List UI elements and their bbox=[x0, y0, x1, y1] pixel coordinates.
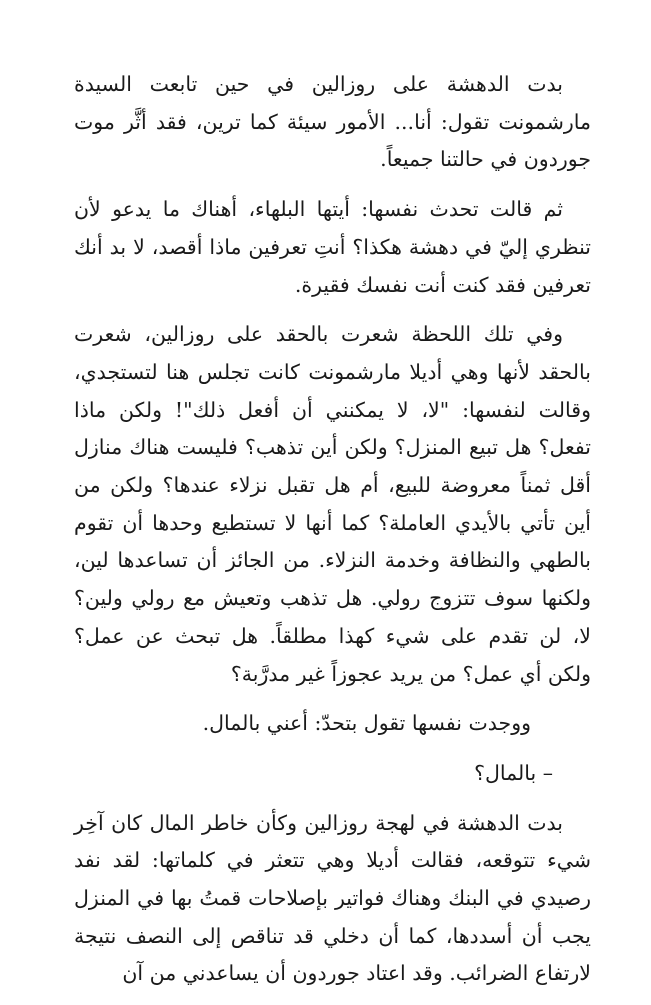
body-text bbox=[74, 66, 591, 1005]
paragraph: ووجدت نفسها تقول بتحدّ: أعني بالمال. bbox=[202, 711, 531, 736]
paragraph: بدت الدهشة على روزالين في حين تابعت السيدة مارشمونت تقول: أنا... الأمور سيئة كما ترين، فقد أثَّر موت جوردون في حالتنا جميعاً. bbox=[74, 72, 591, 172]
dialog-line: – بالمال؟ bbox=[474, 760, 553, 785]
paragraph: بدت الدهشة في لهجة روزالين وكأن خاطر المال كان آخِر شيء تتوقعه، فقالت أديلا وهي تتعثر في كلماتها: لقد نفد رصيدي في البنك وهناك فواتير بإصلاحات قمتُ بها في المنزل يجب أن أسددها، كما أن دخلي قد تناقص إلى النصف نتيجة لارتفاع الضرائب. وقد اعتاد جوردون أن يساعدني من آن bbox=[74, 810, 591, 986]
paragraph: وفي تلك اللحظة شعرت بالحقد على روزالين، شعرت بالحقد لأنها وهي أديلا مارشمونت كانت تجلس هنا لتستجدي، وقالت لنفسها: "لا، لا يمكنني أن أفعل ذلك"! ولكن ماذا تفعل؟ هل تبيع المنزل؟ ولكن أين تذهب؟ فليست هناك منازل أقل ثمناً معروضة للبيع، أم هل تقبل نزلاء عندها؟ ولكن من أين تأتي بالأيدي العاملة؟ كما أنها لا تستطيع وحدها أن تقوم بالطهي والنظافة وخدمة النزلاء. من الجائز أن تساعدها لين، ولكنها سوف تتزوج رولي. هل تذهب وتعيش مع رولي ولين؟ لا، لن تقدم على شيء كهذا مطلقاً. هل تبحث عن عمل؟ ولكن أي عمل؟ من يريد عجوزاً غير مدرَّبة؟ bbox=[74, 322, 591, 686]
paragraph: ثم قالت تحدث نفسها: أيتها البلهاء، أهناك ما يدعو لأن تنظري إليّ في دهشة هكذا؟ أنتِ تعرفين ماذا أقصد، لا بد أنك تعرفين فقد كنت أنت نفسك فقيرة. bbox=[74, 197, 591, 297]
